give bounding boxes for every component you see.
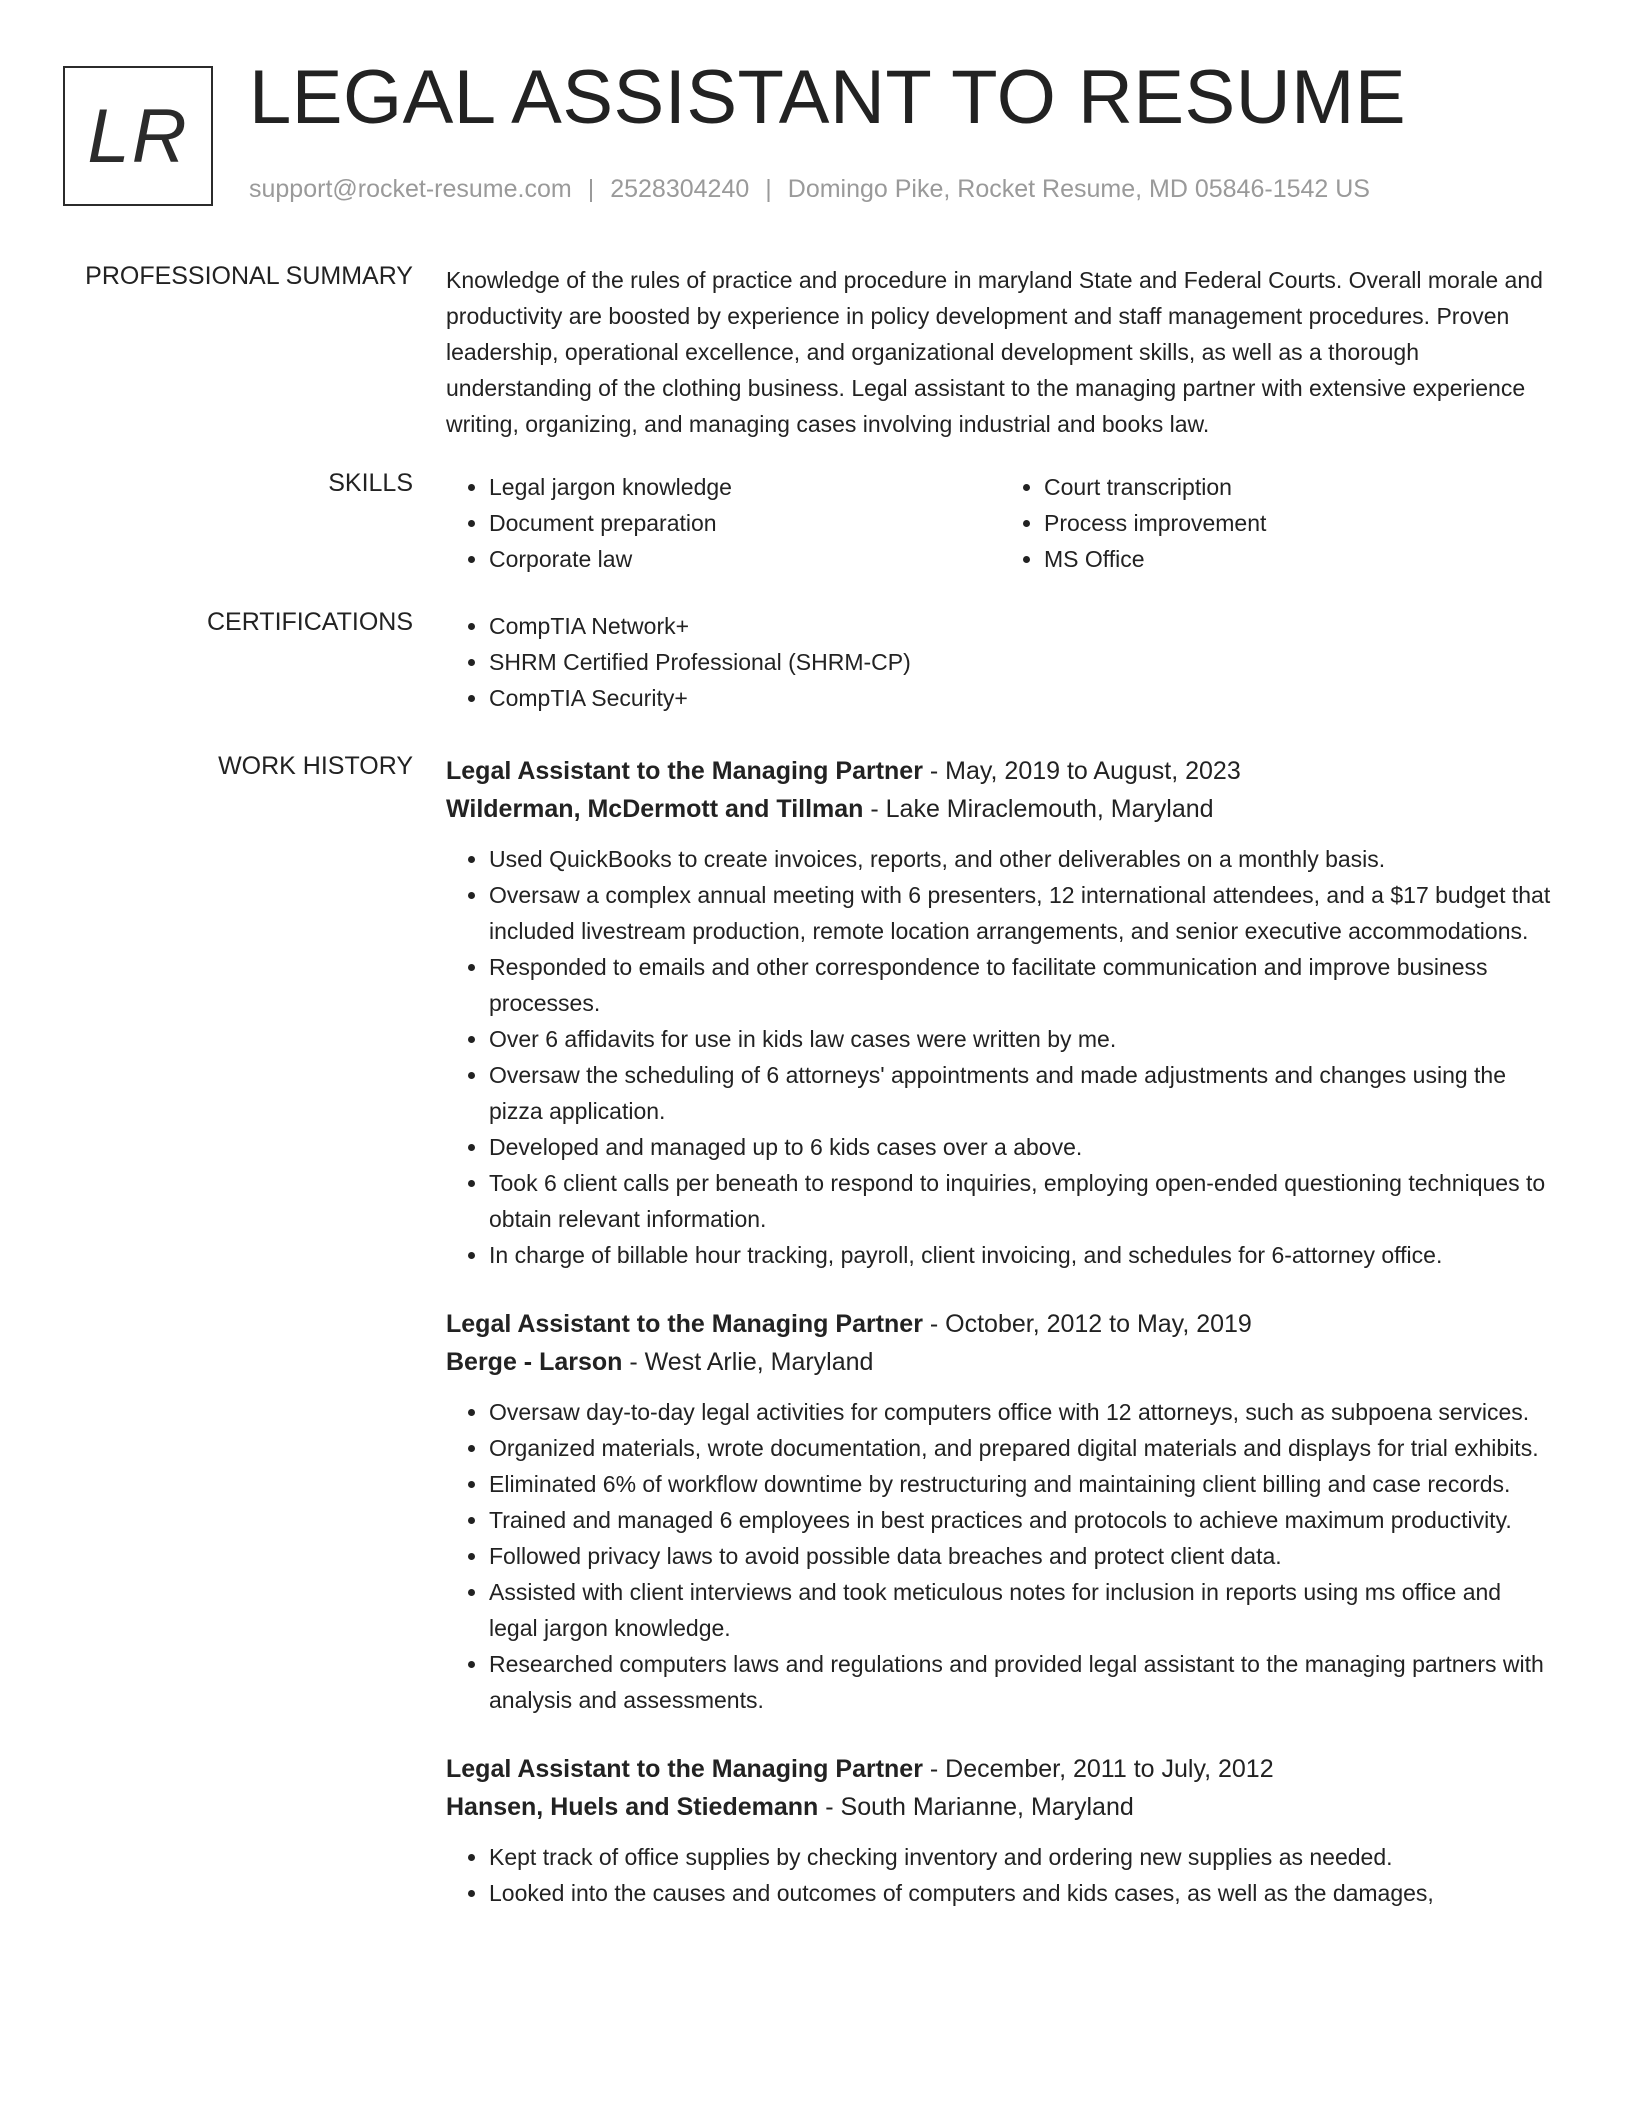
skill-item: • Process improvement	[1044, 505, 1556, 541]
job-title-line	[446, 1750, 1556, 1788]
contact-phone: 2528304240	[610, 175, 750, 203]
job-entry	[446, 1305, 1556, 1718]
skill-item: • Legal jargon knowledge	[489, 469, 1001, 505]
contact-email: support@rocket-resume.com	[249, 175, 572, 203]
job-title-line	[446, 752, 1556, 790]
job-bullet: • Used QuickBooks to create invoices, reports, and other deliverables on a monthly basis.	[489, 841, 1556, 877]
contact-separator: |	[587, 175, 595, 203]
job-bullet: • In charge of billable hour tracking, payroll, client invoicing, and schedules for 6-attorney office.	[489, 1237, 1556, 1273]
job-dates: - December, 2011 to July, 2012	[922, 1755, 1274, 1783]
job-location: - West Arlie, Maryland	[622, 1348, 874, 1376]
job-bullet: • Oversaw day-to-day legal activities for computers office with 12 attorneys, such as subpoena services.	[489, 1394, 1556, 1430]
job-bullets	[446, 1839, 1556, 1911]
summary-text: Knowledge of the rules of practice and procedure in maryland State and Federal Courts. Overall morale and productivity are boosted by experience in policy development and staff management procedures. Proven leadership, operational excellence, and organizational development skills, as well as a thorough understanding of the clothing business. Legal assistant to the managing partner with extensive experience writing, organizing, and managing cases involving industrial and books law.	[446, 267, 1543, 437]
job-role: Legal Assistant to the Managing Partner	[446, 1310, 923, 1338]
certification-item: • CompTIA Network+	[489, 608, 1556, 644]
job-company: Hansen, Huels and Stiedemann	[446, 1793, 819, 1821]
summary-heading: PROFESSIONAL SUMMARY	[85, 262, 413, 290]
job-bullet: • Took 6 client calls per beneath to respond to inquiries, employing open-ended questioning techniques to obtain relevant information.	[489, 1165, 1556, 1237]
skills-column-left	[446, 469, 1001, 577]
job-bullet: • Researched computers laws and regulations and provided legal assistant to the managing partners with analysis and assessments.	[489, 1646, 1556, 1718]
job-bullet: • Responded to emails and other correspondence to facilitate communication and improve business processes.	[489, 949, 1556, 1021]
certification-item: • SHRM Certified Professional (SHRM-CP)	[489, 644, 1556, 680]
contact-address: Domingo Pike, Rocket Resume, MD 05846-1542 US	[787, 175, 1370, 203]
job-bullet: • Followed privacy laws to avoid possible data breaches and protect client data.	[489, 1538, 1556, 1574]
job-location: - South Marianne, Maryland	[818, 1793, 1134, 1821]
job-bullets	[446, 1394, 1556, 1718]
job-bullet: • Assisted with client interviews and took meticulous notes for inclusion in reports using ms office and legal jargon knowledge.	[489, 1574, 1556, 1646]
contact-separator: |	[765, 175, 772, 203]
contact-line	[249, 175, 1370, 204]
job-bullet: • Over 6 affidavits for use in kids law cases were written by me.	[489, 1021, 1556, 1057]
work-history-heading: WORK HISTORY	[218, 752, 413, 780]
job-company-line	[446, 1788, 1556, 1826]
job-dates: - May, 2019 to August, 2023	[922, 757, 1241, 785]
skill-item: • Corporate law	[489, 541, 1001, 577]
skills-list	[446, 469, 1556, 577]
monogram-logo: LR	[63, 66, 213, 206]
job-bullet: • Organized materials, wrote documentation, and prepared digital materials and displays for trial exhibits.	[489, 1430, 1556, 1466]
job-bullet: • Oversaw the scheduling of 6 attorneys' appointments and made adjustments and changes using the pizza application.	[489, 1057, 1556, 1129]
job-entry	[446, 752, 1556, 1273]
job-dates: - October, 2012 to May, 2019	[922, 1310, 1252, 1338]
skills-column-right	[1001, 469, 1556, 577]
skills-heading: SKILLS	[328, 469, 413, 497]
job-company: Wilderman, McDermott and Tillman	[446, 795, 864, 823]
job-role: Legal Assistant to the Managing Partner	[446, 757, 923, 785]
job-role: Legal Assistant to the Managing Partner	[446, 1755, 923, 1783]
skill-item: • Court transcription	[1044, 469, 1556, 505]
work-history-list	[446, 752, 1556, 1943]
job-company-line	[446, 1343, 1556, 1381]
job-bullet: • Trained and managed 6 employees in best practices and protocols to achieve maximum productivity.	[489, 1502, 1556, 1538]
certification-item: • CompTIA Security+	[489, 680, 1556, 716]
job-company: Berge - Larson	[446, 1348, 623, 1376]
job-bullet: • Developed and managed up to 6 kids cases over a above.	[489, 1129, 1556, 1165]
job-bullet: • Oversaw a complex annual meeting with 6 presenters, 12 international attendees, and a $17 budget that included livestream production, remote location arrangements, and senior executive accommodations.	[489, 877, 1556, 949]
skill-item: • MS Office	[1044, 541, 1556, 577]
job-company-line	[446, 790, 1556, 828]
job-title-line	[446, 1305, 1556, 1343]
skill-item: • Document preparation	[489, 505, 1001, 541]
job-bullet: • Looked into the causes and outcomes of computers and kids cases, as well as the damages,	[489, 1875, 1556, 1911]
job-location: - Lake Miraclemouth, Maryland	[863, 795, 1214, 823]
job-entry	[446, 1750, 1556, 1911]
job-bullet: • Kept track of office supplies by checking inventory and ordering new supplies as needed.	[489, 1839, 1556, 1875]
job-bullet: • Eliminated 6% of workflow downtime by restructuring and maintaining client billing and case records.	[489, 1466, 1556, 1502]
job-bullets	[446, 841, 1556, 1273]
certifications-list	[446, 608, 1556, 716]
resume-title: LEGAL ASSISTANT TO RESUME	[249, 55, 1407, 140]
certifications-heading: CERTIFICATIONS	[206, 608, 413, 636]
